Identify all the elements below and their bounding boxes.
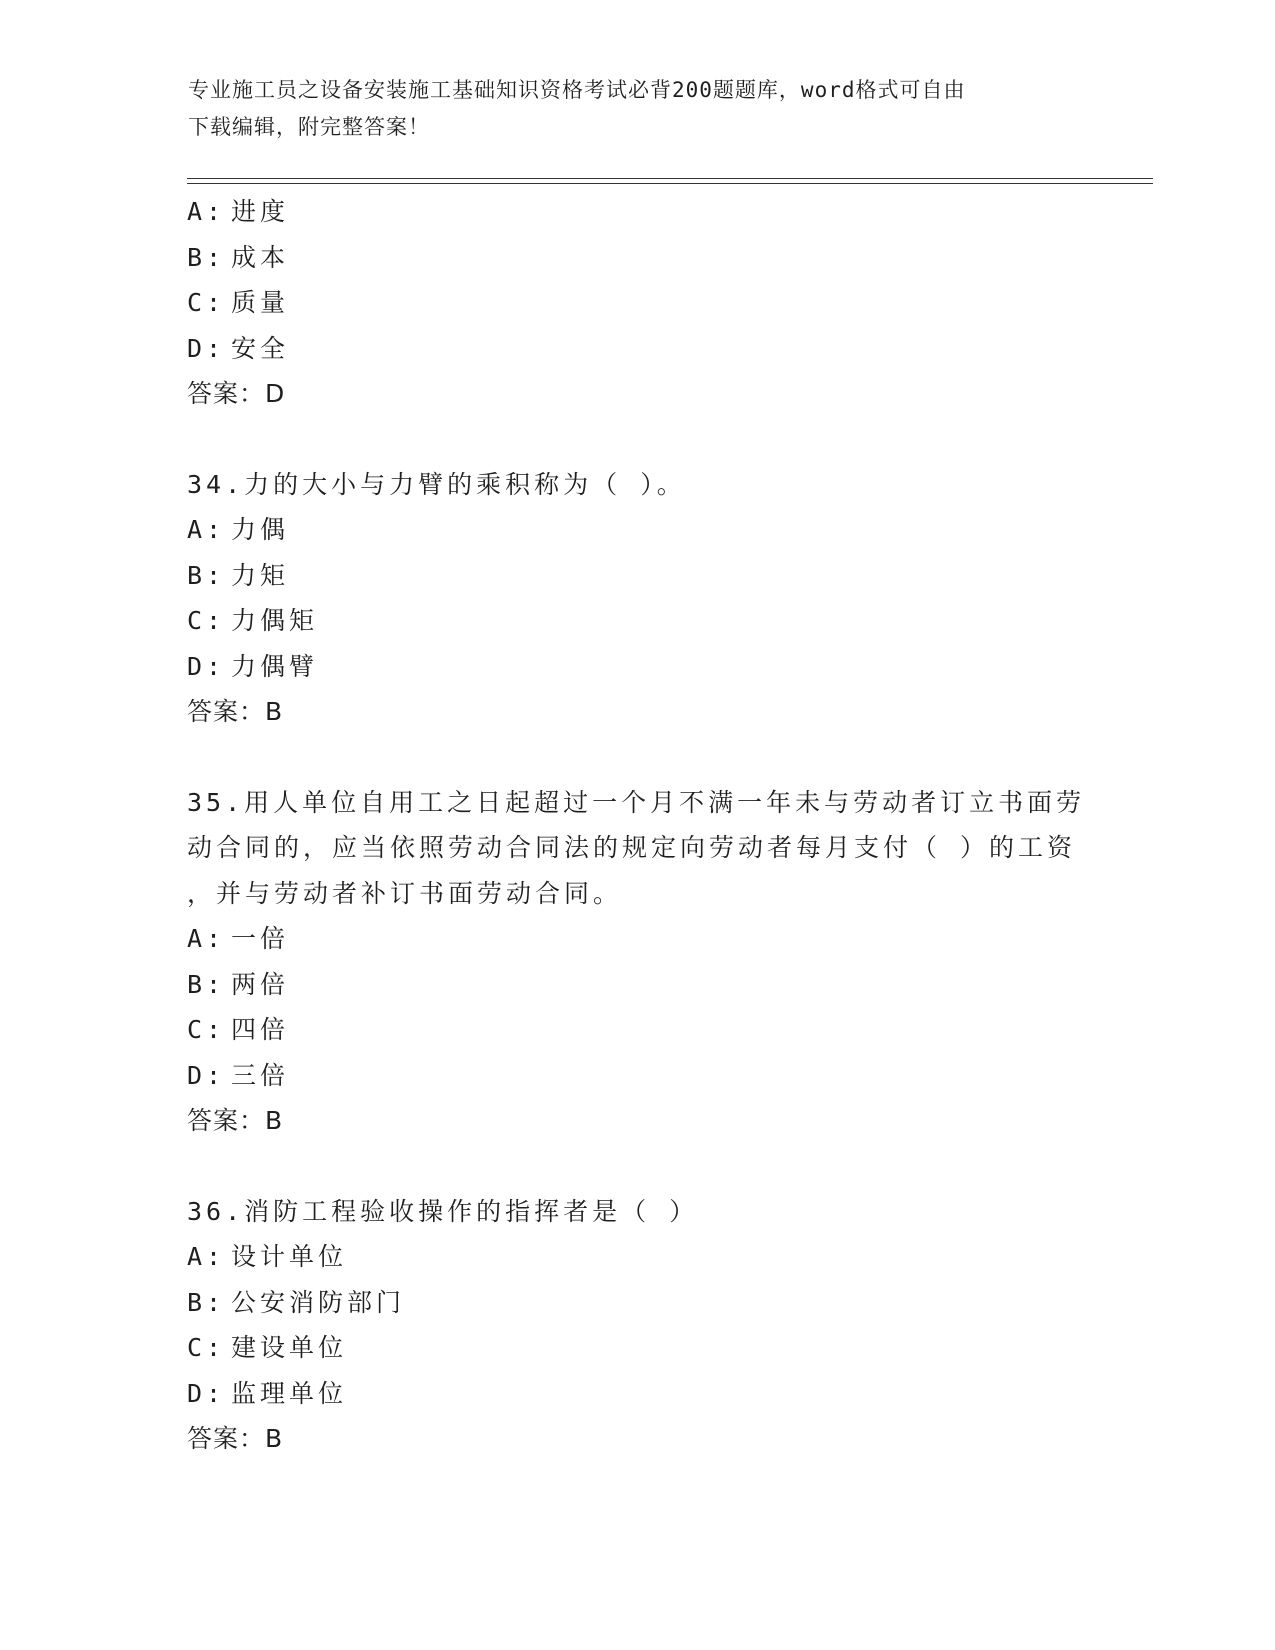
option-text: 三倍 xyxy=(231,1060,290,1090)
option-letter: B: xyxy=(187,1287,226,1317)
answer-line xyxy=(187,1416,1087,1462)
option-b xyxy=(187,1280,1087,1326)
option-letter: C: xyxy=(187,288,226,317)
option-b xyxy=(187,235,1087,281)
question-spacer xyxy=(187,417,1087,462)
option-d xyxy=(187,1371,1087,1417)
option-d xyxy=(187,326,1087,372)
option-letter: D: xyxy=(187,333,226,363)
option-a xyxy=(187,1234,1087,1280)
header-line-2: 下载编辑，附完整答案！ xyxy=(188,115,430,139)
question-block-36 xyxy=(187,1189,1087,1462)
option-text: 公安消防部门 xyxy=(231,1287,406,1317)
header-divider-bottom xyxy=(187,183,1153,184)
question-block-34 xyxy=(187,462,1087,735)
answer-value: B xyxy=(265,697,284,726)
option-d xyxy=(187,1053,1087,1099)
option-text: 进度 xyxy=(231,197,290,226)
option-text: 两倍 xyxy=(231,969,290,999)
header-divider-top xyxy=(187,178,1153,179)
answer-value: B xyxy=(265,1424,284,1453)
option-letter: B: xyxy=(187,560,226,590)
question-stem: 34.力的大小与力臂的乘积称为（ ）。 xyxy=(187,469,686,499)
question-stem-line-1: 35.用人单位自用工之日起超过一个月不满一年未与劳动者订立书面劳 xyxy=(187,787,1086,817)
option-text: 力偶 xyxy=(231,515,290,544)
answer-line xyxy=(187,371,1087,417)
question-block-33 xyxy=(187,189,1087,417)
answer-label: 答案： xyxy=(187,1424,266,1453)
option-text: 成本 xyxy=(231,242,290,272)
option-letter: A: xyxy=(187,197,226,226)
option-c xyxy=(187,280,1087,326)
option-text: 力偶矩 xyxy=(231,606,319,635)
answer-label: 答案： xyxy=(187,1106,266,1135)
option-letter: D: xyxy=(187,651,226,681)
option-letter: A: xyxy=(187,1242,226,1271)
answer-value: D xyxy=(265,379,286,408)
option-text: 一倍 xyxy=(231,924,290,953)
option-text: 四倍 xyxy=(231,1015,290,1044)
option-a xyxy=(187,507,1087,553)
header-line-1: 专业施工员之设备安装施工基础知识资格考试必背200题题库，word格式可自由 xyxy=(188,78,966,102)
option-text: 建设单位 xyxy=(231,1333,348,1362)
option-letter: C: xyxy=(187,1015,226,1044)
answer-label: 答案： xyxy=(187,697,266,726)
answer-line xyxy=(187,1098,1087,1144)
option-text: 力矩 xyxy=(231,560,290,590)
answer-value: B xyxy=(265,1106,284,1135)
option-letter: B: xyxy=(187,969,226,999)
option-c xyxy=(187,1007,1087,1053)
question-list xyxy=(187,189,1087,1462)
option-c xyxy=(187,598,1087,644)
option-a xyxy=(187,189,1087,235)
option-letter: D: xyxy=(187,1060,226,1090)
question-spacer xyxy=(187,1144,1087,1189)
option-text: 安全 xyxy=(231,333,290,363)
option-text: 力偶臂 xyxy=(231,651,319,681)
answer-line xyxy=(187,689,1087,735)
option-letter: C: xyxy=(187,1333,226,1362)
option-letter: C: xyxy=(187,606,226,635)
option-letter: B: xyxy=(187,242,226,272)
question-stem-line-3: ，并与劳动者补订书面劳动合同。 xyxy=(187,878,623,908)
question-spacer xyxy=(187,735,1087,780)
option-letter: A: xyxy=(187,515,226,544)
option-text: 质量 xyxy=(231,288,290,317)
option-letter: D: xyxy=(187,1378,226,1408)
option-letter: A: xyxy=(187,924,226,953)
option-c xyxy=(187,1325,1087,1371)
question-stem-line-2: 动合同的，应当依照劳动合同法的规定向劳动者每月支付（ ）的工资 xyxy=(187,833,1077,862)
question-block-35 xyxy=(187,780,1087,1144)
question-stem: 36.消防工程验收操作的指挥者是（ ） xyxy=(187,1196,699,1226)
option-a xyxy=(187,916,1087,962)
document-header xyxy=(188,72,1068,146)
option-b xyxy=(187,553,1087,599)
option-text: 设计单位 xyxy=(231,1242,348,1271)
option-text: 监理单位 xyxy=(231,1378,348,1408)
answer-label: 答案： xyxy=(187,379,266,408)
option-d xyxy=(187,644,1087,690)
option-b xyxy=(187,962,1087,1008)
